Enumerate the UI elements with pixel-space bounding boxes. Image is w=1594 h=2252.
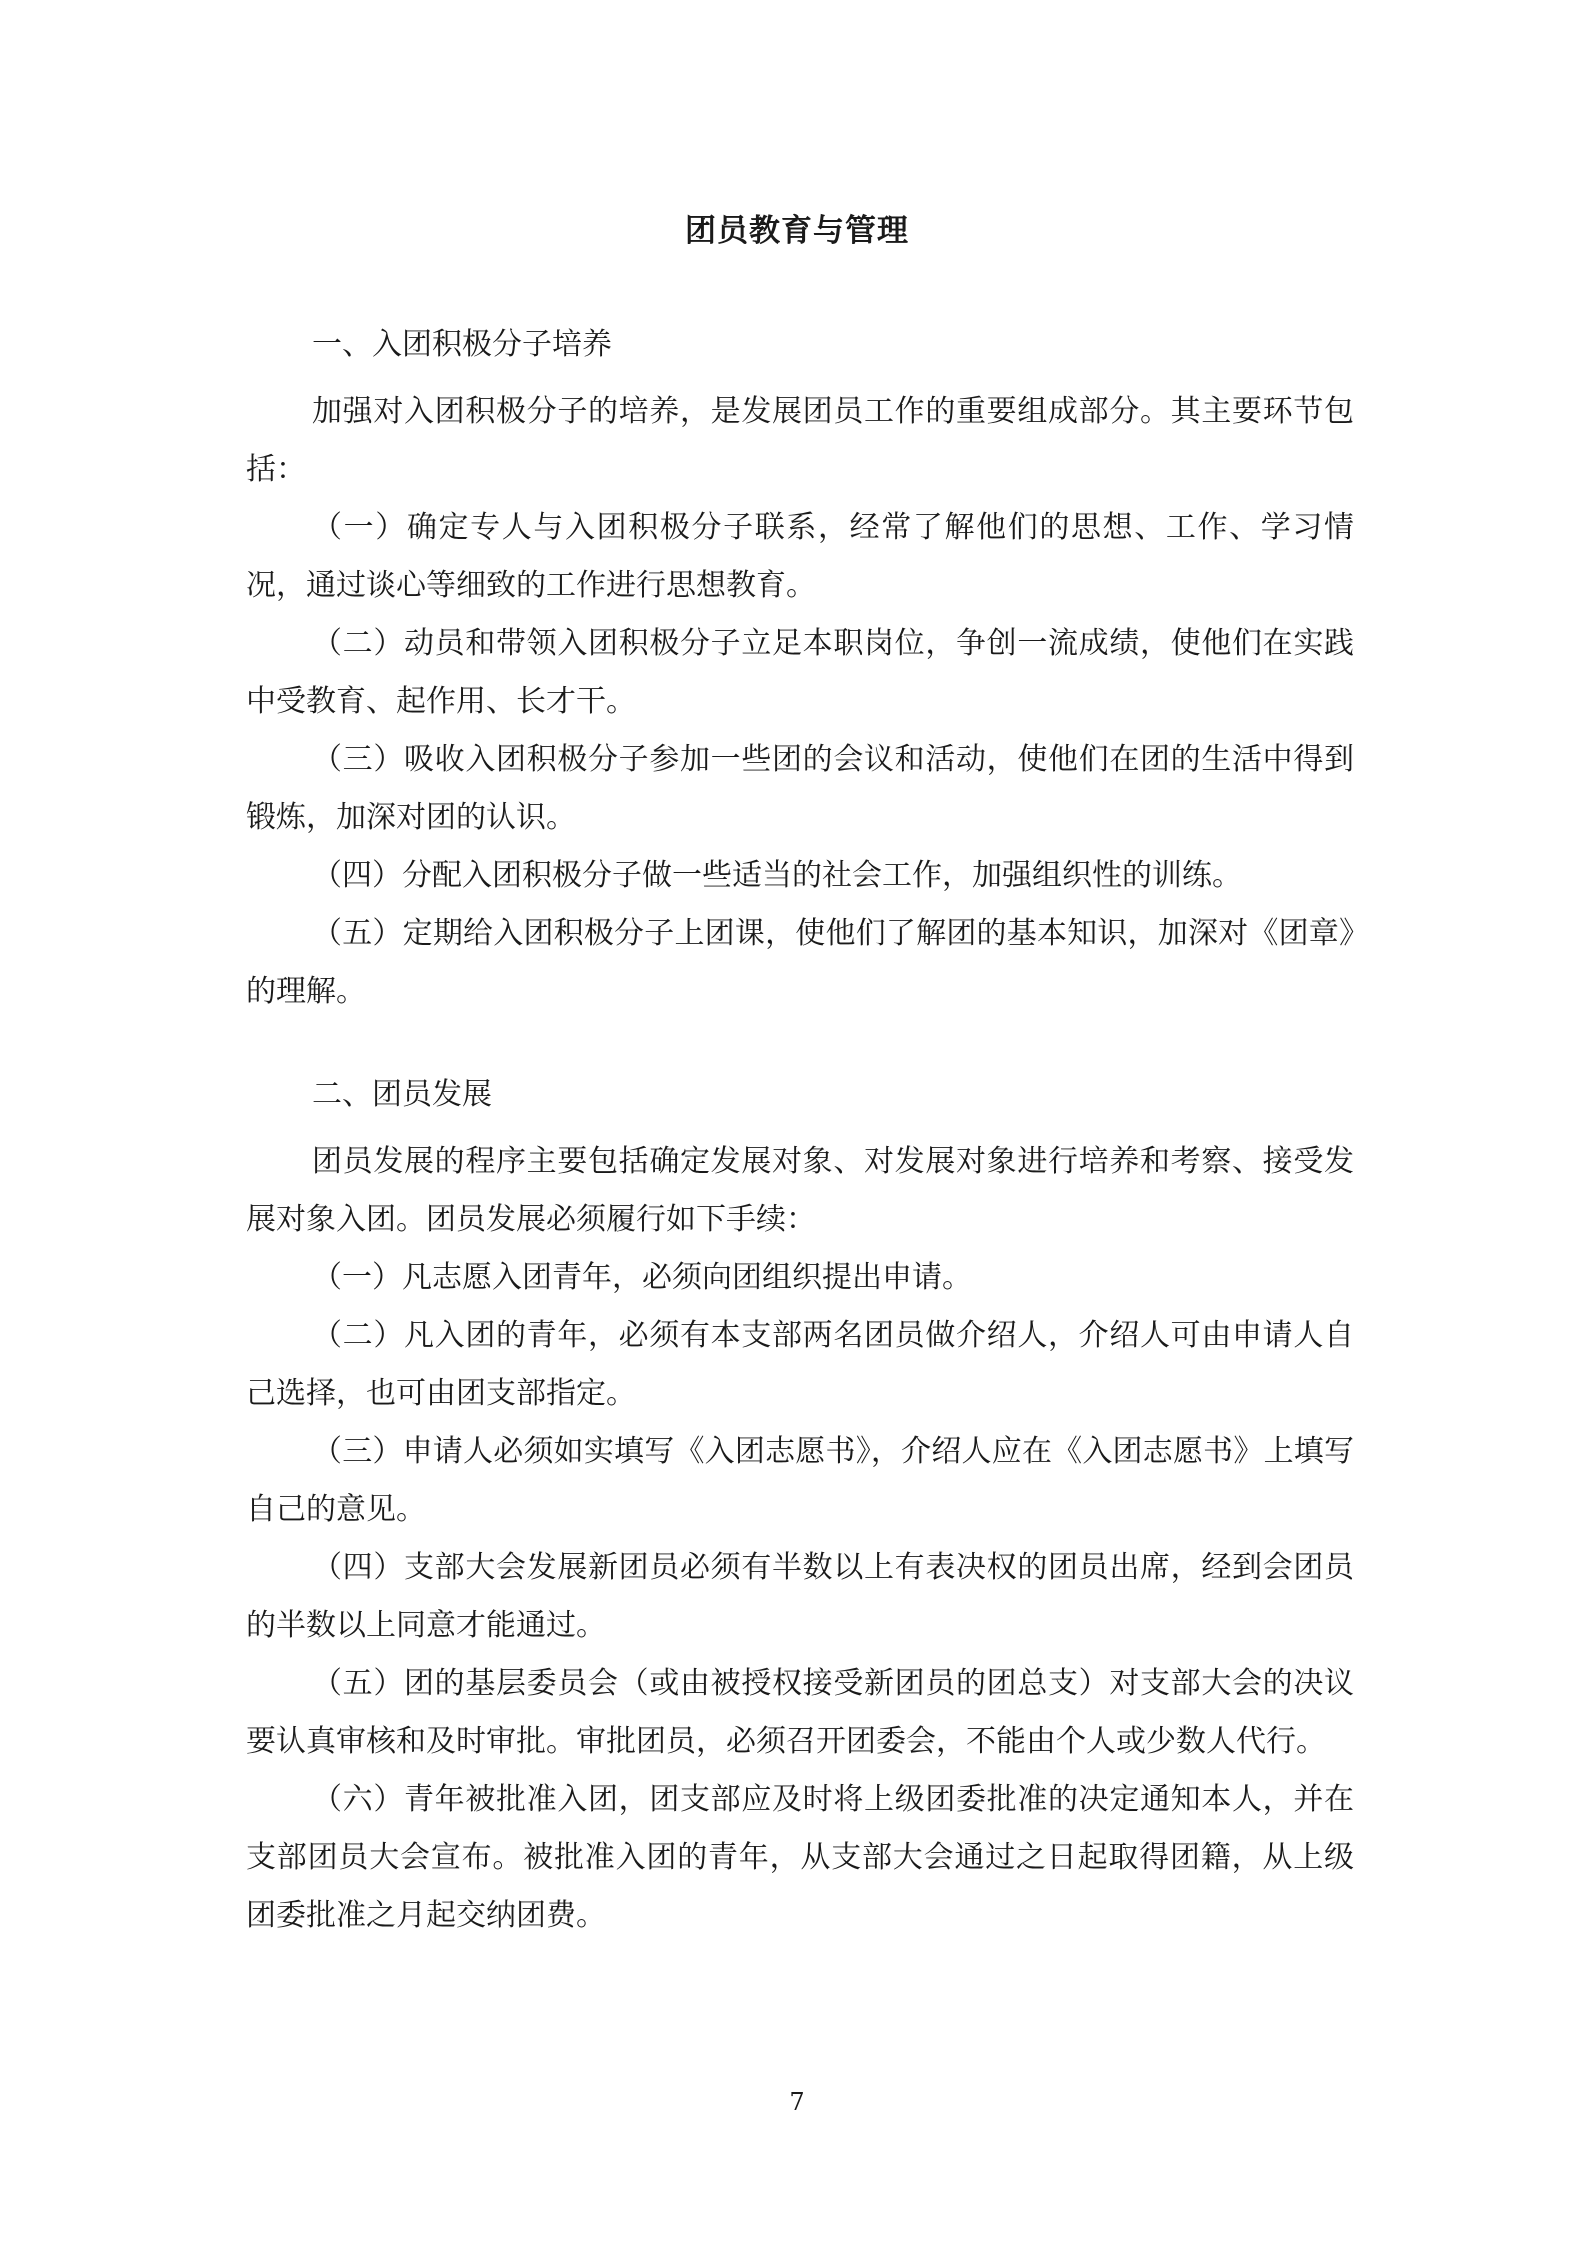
paragraph: 团员发展的程序主要包括确定发展对象、对发展对象进行培养和考察、接受发展对象入团。团员发展必须履行如下手续： <box>246 1144 1354 1237</box>
document-body <box>246 325 1354 1945</box>
section-member-development <box>246 1075 1354 1945</box>
section-heading: 一、入团积极分子培养 <box>312 327 612 362</box>
paragraph: （五）团的基层委员会（或由被授权接受新团员的团总支）对支部大会的决议要认真审核和及时审批。审批团员，必须召开团委会，不能由个人或少数人代行。 <box>246 1666 1354 1759</box>
paragraph: 加强对入团积极分子的培养，是发展团员工作的重要组成部分。其主要环节包括： <box>246 394 1354 487</box>
paragraph: （二）动员和带领入团积极分子立足本职岗位，争创一流成绩，使他们在实践中受教育、起作用、长才干。 <box>246 626 1354 719</box>
page-title: 团员教育与管理 <box>685 213 909 249</box>
paragraph: （四）支部大会发展新团员必须有半数以上有表决权的团员出席，经到会团员的半数以上同意才能通过。 <box>246 1550 1354 1643</box>
paragraph: （六）青年被批准入团，团支部应及时将上级团委批准的决定通知本人，并在支部团员大会宣布。被批准入团的青年，从支部大会通过之日起取得团籍，从上级团委批准之月起交纳团费。 <box>246 1782 1354 1933</box>
paragraph: （二）凡入团的青年，必须有本支部两名团员做介绍人，介绍人可由申请人自己选择，也可由团支部指定。 <box>246 1318 1354 1411</box>
paragraph: （一）凡志愿入团青年，必须向团组织提出申请。 <box>312 1260 972 1295</box>
paragraph: （三）吸收入团积极分子参加一些团的会议和活动，使他们在团的生活中得到锻炼，加深对团的认识。 <box>246 742 1354 835</box>
section-heading: 二、团员发展 <box>312 1077 492 1112</box>
paragraph: （三）申请人必须如实填写《入团志愿书》，介绍人应在《入团志愿书》上填写自己的意见。 <box>246 1434 1354 1527</box>
paragraph: （一）确定专人与入团积极分子联系，经常了解他们的思想、工作、学习情况，通过谈心等细致的工作进行思想教育。 <box>246 510 1354 603</box>
page-number: 7 <box>789 2088 805 2116</box>
paragraph: （五）定期给入团积极分子上团课，使他们了解团的基本知识，加深对《团章》的理解。 <box>246 916 1354 1009</box>
section-activist-training <box>246 325 1354 1021</box>
paragraph: （四）分配入团积极分子做一些适当的社会工作，加强组织性的训练。 <box>312 858 1242 893</box>
